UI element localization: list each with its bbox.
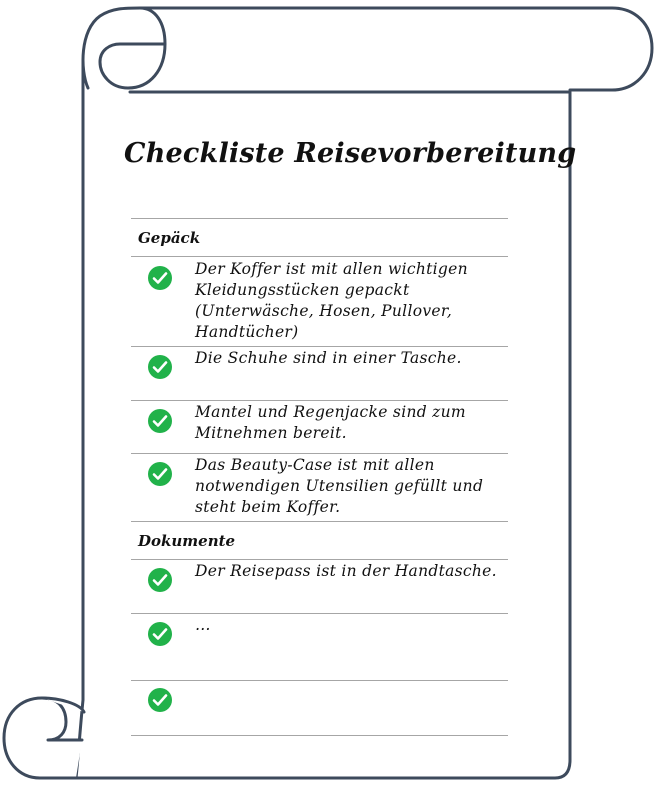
checklist-item-text: Das Beauty-Case ist mit allen notwendigen Utensilien gefüllt und steht beim Koffer. [195, 456, 484, 516]
divider [131, 613, 508, 614]
check-circle-icon [147, 567, 173, 593]
divider [131, 218, 508, 219]
check-circle-icon [147, 408, 173, 434]
divider [131, 400, 508, 401]
section-heading-gepaeck: Gepäck [138, 229, 201, 247]
section-heading-dokumente: Dokumente [138, 532, 236, 550]
divider [131, 346, 508, 347]
divider [131, 559, 508, 560]
divider [131, 521, 508, 522]
divider [131, 453, 508, 454]
checklist-item-text: Die Schuhe sind in einer Tasche. [195, 349, 462, 367]
checklist-item-text: Der Koffer ist mit allen wichtigen Kleidungsstücken gepackt (Unterwäsche, Hosen, Pullover, Handtücher) [195, 260, 468, 341]
check-circle-icon [147, 687, 173, 713]
check-circle-icon [147, 354, 173, 380]
check-circle-icon [147, 461, 173, 487]
divider [131, 256, 508, 257]
check-circle-icon [147, 621, 173, 647]
checklist-item-text: Der Reisepass ist in der Handtasche. [195, 562, 497, 580]
checklist-item-text: Mantel und Regenjacke sind zum Mitnehmen bereit. [195, 403, 466, 442]
divider [131, 680, 508, 681]
checklist-item-text: … [195, 616, 211, 634]
check-circle-icon [147, 265, 173, 291]
page-title: Checkliste Reisevorbereitung [124, 138, 577, 169]
divider [131, 735, 508, 736]
